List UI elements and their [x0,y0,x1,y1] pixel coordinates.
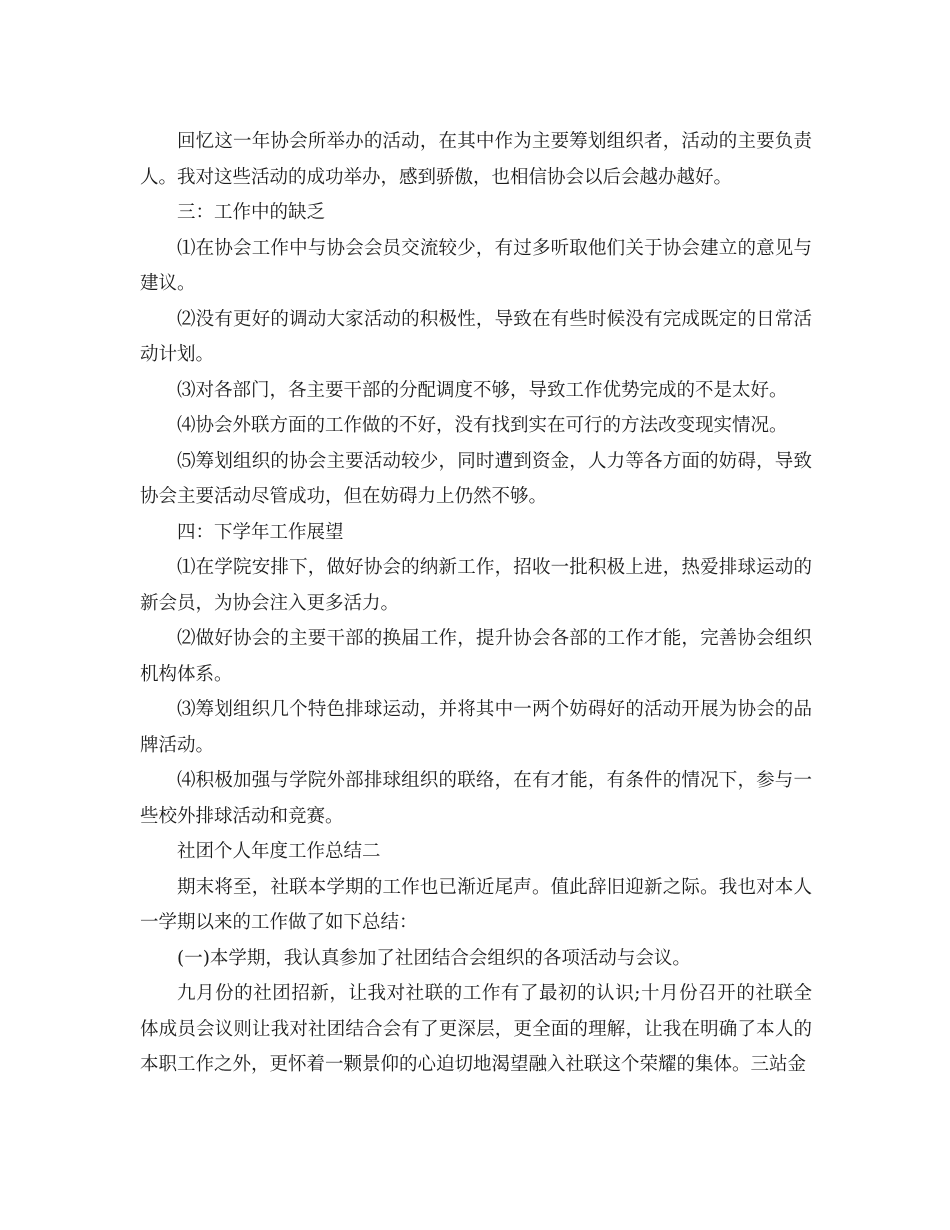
paragraph: ⑵做好协会的主要干部的换届工作，提升协会各部的工作才能，完善协会组织机构体系。 [140,628,812,685]
paragraph: 回忆这一年协会所举办的活动，在其中作为主要筹划组织者，活动的主要负责人。我对这些活动的成功举办，感到骄傲，也相信协会以后会越办越好。 [140,131,812,188]
paragraph: ⑴在学院安排下，做好协会的纳新工作，招收一批积极上进，热爱排球运动的新会员，为协会注入更多活力。 [140,557,812,614]
paragraph: ⑷积极加强与学院外部排球组织的联络，在有才能，有条件的情况下，参与一些校外排球活动和竞赛。 [140,770,812,827]
paragraph: 九月份的社团招新，让我对社联的工作有了最初的认识;十月份召开的社联全体成员会议则让我对社团结合会有了更深层，更全面的理解，让我在明确了本人的本职工作之外，更怀着一颗景仰的心迫切地渴望融入社联这个荣耀的集体。三站金 [140,983,812,1075]
paragraph: 期末将至，社联本学期的工作也已渐近尾声。值此辞旧迎新之际。我也对本人一学期以来的工作做了如下总结： [140,876,812,933]
section-heading: 三：工作中的缺乏 [177,202,326,223]
paragraph: (一)本学期，我认真参加了社团结合会组织的各项活动与会议。 [177,947,691,969]
paragraph: ⑸筹划组织的协会主要活动较少，同时遭到资金，人力等各方面的妨碍，导致协会主要活动尽管成功，但在妨碍力上仍然不够。 [140,450,812,507]
paragraph: ⑷协会外联方面的工作做的不好，没有找到实在可行的方法改变现实情况。 [177,415,788,436]
paragraph: ⑴在协会工作中与协会会员交流较少，有过多听取他们关于协会建立的意见与建议。 [140,237,812,294]
section-heading: 四：下学年工作展望 [177,521,344,543]
paragraph: ⑵没有更好的调动大家活动的积极性，导致在有些时候没有完成既定的日常活动计划。 [140,308,812,365]
section-heading: 社团个人年度工作总结二 [177,841,381,862]
paragraph: ⑶筹划组织几个特色排球运动，并将其中一两个妨碍好的活动开展为协会的品牌活动。 [140,699,812,756]
paragraph: ⑶对各部门，各主要干部的分配调度不够，导致工作优势完成的不是太好。 [177,379,788,401]
document-body [140,124,812,1083]
